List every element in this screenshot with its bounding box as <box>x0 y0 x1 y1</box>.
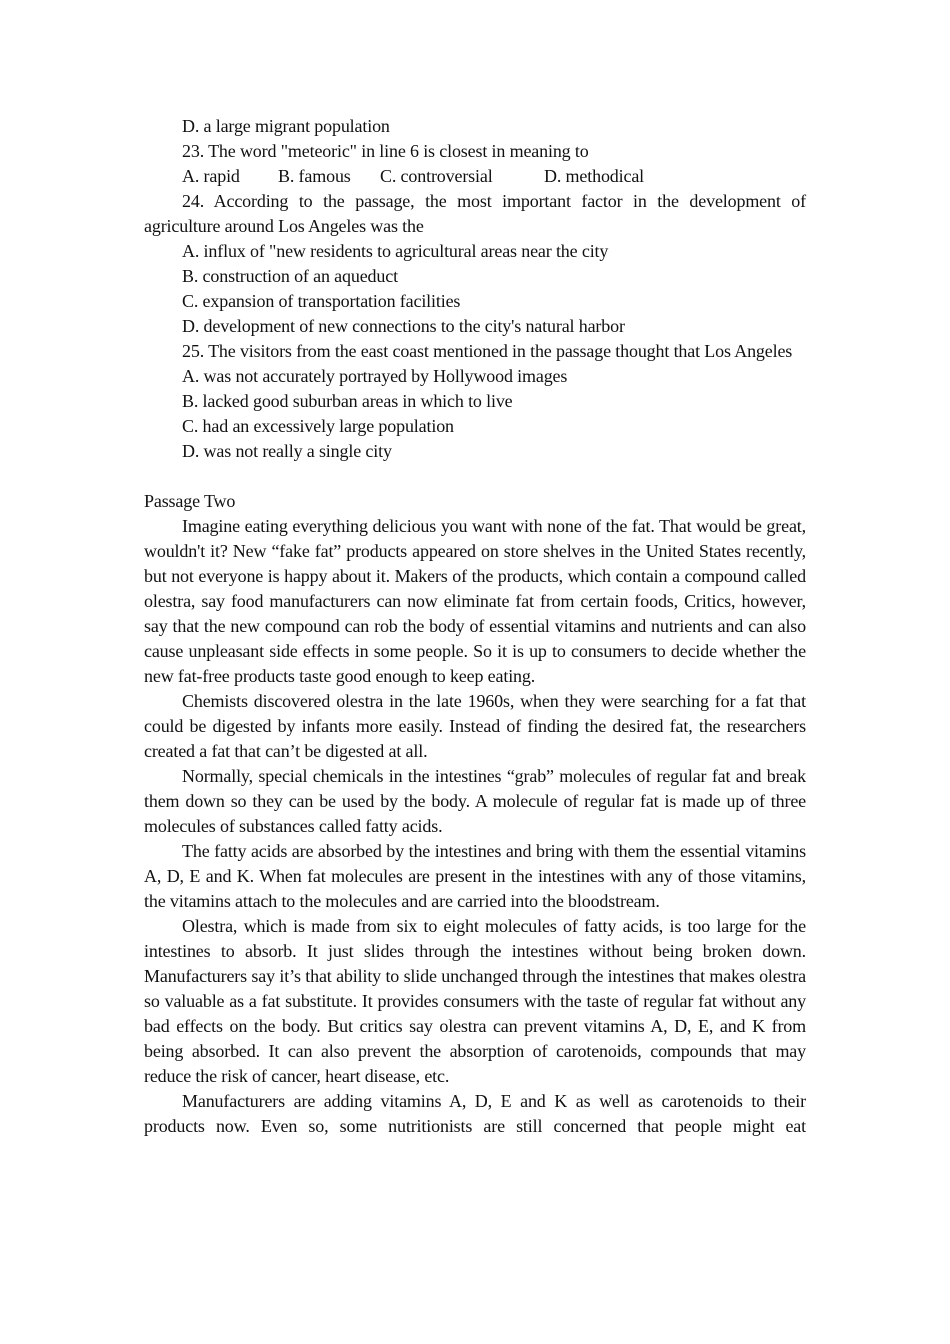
q23-option-d: D. methodical <box>544 166 645 186</box>
q24-option-d: D. development of new connections to the city's natural harbor <box>182 316 625 336</box>
q25-option-d: D. was not really a single city <box>182 441 392 461</box>
q24-stem: 24. According to the passage, the most important factor in the development of agriculture around Los Angeles was the <box>144 191 806 236</box>
q25-option-a: A. was not accurately portrayed by Hollywood images <box>182 366 568 386</box>
q24-option-c: C. expansion of transportation facilities <box>182 291 461 311</box>
passage-two-paragraph-3: Normally, special chemicals in the intestines “grab” molecules of regular fat and break them down so they can be used by the body. A molecule of regular fat is made up of three molecules of substances called fatty acids. <box>144 766 806 836</box>
q23-option-c: C. controversial <box>380 166 493 186</box>
passage-two-paragraph-5: Olestra, which is made from six to eight molecules of fatty acids, is too large for the intestines to absorb. It just slides through the intestines without being broken down. Manufacturers say it’s that ability to slide unchanged through the intestines that makes olestra so valuable as a fat substitute. It provides consumers with the taste of regular fat without any bad effects on the body. But critics say olestra can prevent vitamins A, D, E, and K from being absorbed. It can also prevent the absorption of carotenoids, compounds that may reduce the risk of cancer, heart disease, etc. <box>144 916 806 1086</box>
document-page <box>144 114 806 1139</box>
q23-options <box>144 164 806 189</box>
q25-option-b: B. lacked good suburban areas in which to live <box>182 391 513 411</box>
q24-option-a: A. influx of "new residents to agricultural areas near the city <box>182 241 609 261</box>
passage-two-heading: Passage Two <box>144 491 236 511</box>
q23-option-b: B. famous <box>278 166 351 186</box>
q25-option-c: C. had an excessively large population <box>182 416 454 436</box>
q24-option-b: B. construction of an aqueduct <box>182 266 398 286</box>
passage-two-paragraph-4: The fatty acids are absorbed by the intestines and bring with them the essential vitamins A, D, E and K. When fat molecules are present in the intestines with any of those vitamins, the vitamins attach to the molecules and are carried into the bloodstream. <box>144 841 806 911</box>
section-spacer <box>144 464 806 489</box>
q23-option-a: A. rapid <box>182 166 240 186</box>
passage-two-paragraph-6: Manufacturers are adding vitamins A, D, E and K as well as carotenoids to their products now. Even so, some nutritionists are still concerned that people might eat <box>144 1091 806 1136</box>
q25-stem: 25. The visitors from the east coast mentioned in the passage thought that Los Angeles <box>182 341 793 361</box>
passage-two-paragraph-2: Chemists discovered olestra in the late 1960s, when they were searching for a fat that could be digested by infants more easily. Instead of finding the desired fat, the researchers created a fat that can’t be digested at all. <box>144 691 806 761</box>
q22-option-d: D. a large migrant population <box>182 116 390 136</box>
q23-stem: 23. The word "meteoric" in line 6 is closest in meaning to <box>182 141 589 161</box>
passage-two-paragraph-1: Imagine eating everything delicious you want with none of the fat. That would be great, wouldn't it? New “fake fat” products appeared on store shelves in the United States recently, but not everyone is happy about it. Makers of the products, which contain a compound called olestra, say food manufacturers can now eliminate fat from certain foods, Critics, however, say that the new compound can rob the body of essential vitamins and nutrients and can also cause unpleasant side effects in some people. So it is up to consumers to decide whether the new fat-free products taste good enough to keep eating. <box>144 516 806 686</box>
